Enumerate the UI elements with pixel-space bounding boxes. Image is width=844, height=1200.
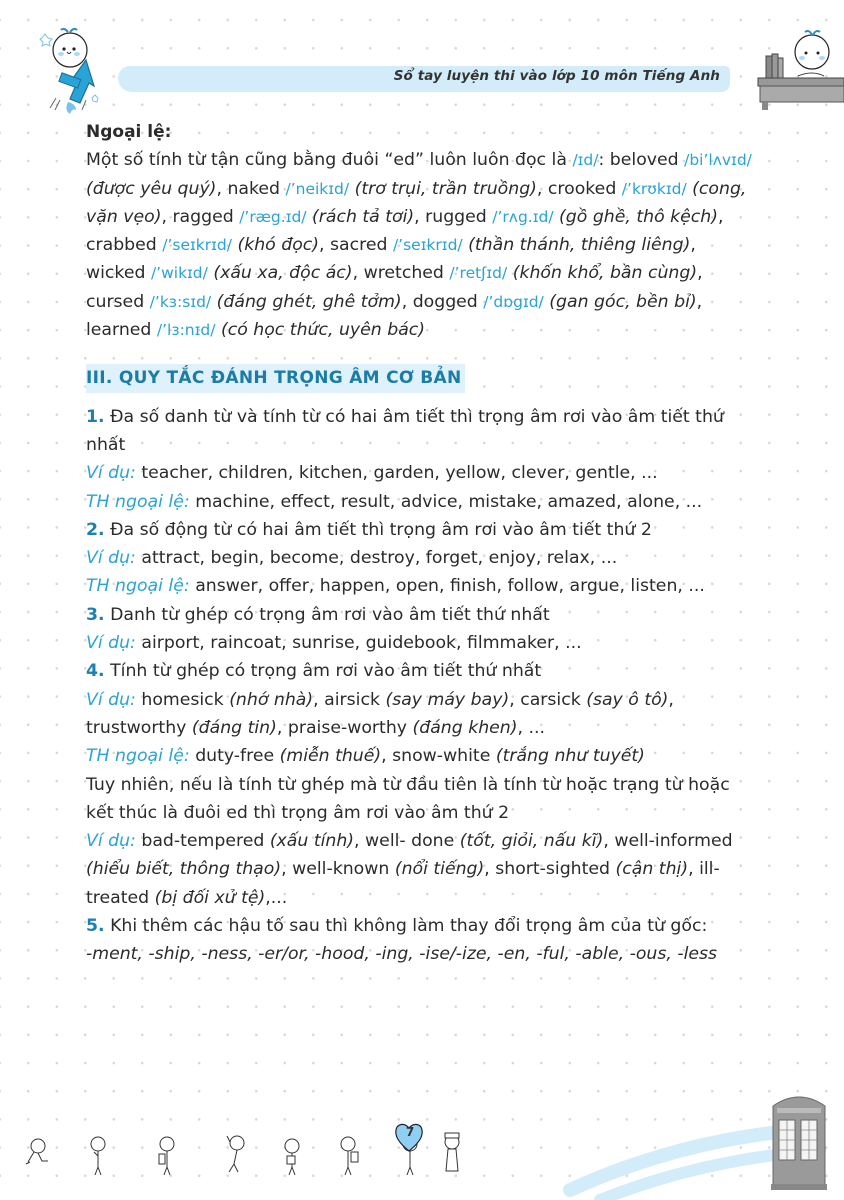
example-label: Ví dụ: xyxy=(86,689,136,710)
meaning: (trắng như tuyết) xyxy=(495,746,645,767)
word: carsick xyxy=(520,689,581,710)
example-tail: ,... xyxy=(265,887,288,908)
page-number: 7 xyxy=(405,1125,415,1139)
word: homesick xyxy=(141,689,224,710)
meaning: (rách tả tơi) xyxy=(312,206,415,227)
word: rugged xyxy=(425,206,487,227)
exception-label: TH ngoại lệ: xyxy=(86,491,190,512)
section-title: III. QUY TẮC ĐÁNH TRỌNG ÂM CƠ BẢN xyxy=(86,364,465,392)
word: short-sighted xyxy=(495,859,611,880)
rule-4-however-example: Ví dụ: bad-tempered (xấu tính), well- done (tốt, giỏi, nấu kĩ), well-informed (hiểu biết, thông thạo), well-known (nổi tiếng), short-sighted (cận thị), ill-treated (bị đối xử tệ),... xyxy=(86,831,733,908)
meaning: (trơ trụi, trần truồng) xyxy=(354,178,537,199)
example-label: Ví dụ: xyxy=(86,548,136,569)
rule-number: 4. xyxy=(86,661,105,682)
example-text: airport, raincoat, sunrise, guidebook, filmmaker, ... xyxy=(141,633,582,654)
word: cursed xyxy=(86,291,145,312)
ipa: /’rʌg.ɪd/ xyxy=(492,207,554,226)
meaning: (hiểu biết, thông thạo) xyxy=(86,859,282,880)
rule-text: Tính từ ghép có trọng âm rơi vào âm tiết thứ nhất xyxy=(110,661,542,682)
exceptions-heading: Ngoại lệ: xyxy=(86,122,172,142)
word: well-informed xyxy=(614,831,733,852)
meaning: (cong, vặn vẹo) xyxy=(86,178,747,227)
rule-3 xyxy=(86,601,756,629)
meaning: (gan góc, bền bỉ) xyxy=(549,291,697,312)
example-label: Ví dụ: xyxy=(86,633,136,654)
rule-5-suffixes: -ment, -ship, -ness, -er/or, -hood, -ing, -ise/-ize, -en, -ful, -able, -ous, -less xyxy=(86,944,718,965)
exceptions-intro-end: : beloved xyxy=(598,150,685,171)
word: trustworthy xyxy=(86,717,187,738)
meaning: (được yêu quý) xyxy=(86,178,217,199)
ipa: /’neikɪd/ xyxy=(285,179,350,198)
meaning: (nhớ nhà) xyxy=(229,689,314,710)
word: snow-white xyxy=(392,746,491,767)
word: wretched xyxy=(363,263,444,284)
page-content xyxy=(86,118,756,969)
rule-4-example: Ví dụ: homesick (nhớ nhà), airsick (say máy bay), carsick (say ô tô), trustworthy (đáng tin), praise-worthy (đáng khen), ... xyxy=(86,689,674,738)
example-text: attract, begin, become, destroy, forget, enjoy, relax, ... xyxy=(141,548,618,569)
exceptions-intro: Một số tính từ tận cũng bằng đuôi “ed” luôn luôn đọc là xyxy=(86,150,573,171)
meaning: (khốn khổ, bần cùng) xyxy=(512,263,698,284)
meaning: (xấu xa, độc ác) xyxy=(213,263,353,284)
exception-label: TH ngoại lệ: xyxy=(86,746,190,767)
meaning: (đáng ghét, ghê tởm) xyxy=(216,291,402,312)
rule-2 xyxy=(86,516,756,544)
ipa: /ɪd/ xyxy=(572,151,599,170)
rule-text: Đa số danh từ và tính từ có hai âm tiết thì trọng âm rơi vào âm tiết thứ nhất xyxy=(86,406,724,455)
ipa: /’seɪkrɪd/ xyxy=(162,236,232,255)
ipa: /’lɜ:nɪd/ xyxy=(156,321,216,340)
word: airsick xyxy=(324,689,380,710)
rule-5 xyxy=(86,912,756,940)
exception-label: TH ngoại lệ: xyxy=(86,576,190,597)
ipa: /’seɪkrɪd/ xyxy=(392,236,463,255)
rule-2-exception xyxy=(86,572,756,600)
rule-text: Khi thêm các hậu tố sau thì không làm thay đổi trọng âm của từ gốc: xyxy=(110,916,708,937)
mascot-rocket-illustration xyxy=(20,20,110,115)
word: naked xyxy=(227,178,280,199)
rule-4-exception: TH ngoại lệ: duty-free (miễn thuế), snow-white (trắng như tuyết) xyxy=(86,746,645,767)
example-label: Ví dụ: xyxy=(86,463,136,484)
meaning: (nổi tiếng) xyxy=(394,859,485,880)
exceptions-paragraph: Một số tính từ tận cũng bằng đuôi “ed” luôn luôn đọc là /ɪd/: beloved /bi’lʌvɪd/ (được yêu quý), naked /’neikɪd/ (trơ trụi, trần truồng), crooked /’krʊkɪd/ (cong, vặn vẹo), ragged /’ræg.ɪd/ (rách tả tơi), rugged /’rʌg.ɪd/ (gồ ghề, thô kệch), crabbed /’seɪkrɪd/ (khó đọc), sacred /’seɪkrɪd/ (thần thánh, thiêng liêng), wicked /’wikɪd/ (xấu xa, độc ác), wretched /’retʃɪd/ (khốn khổ, bần cùng), cursed /’kɜ:sɪd/ (đáng ghét, ghê tởm), dogged /’dɒgɪd/ (gan góc, bền bỉ), learned /’lɜ:nɪd/ (có học thức, uyên bác) xyxy=(86,150,752,341)
example-text: teacher, children, kitchen, garden, yellow, clever, gentle, ... xyxy=(141,463,658,484)
rule-1-exception xyxy=(86,488,756,516)
ipa: /’krʊkɪd/ xyxy=(621,179,687,198)
word: dogged xyxy=(412,291,478,312)
word: duty-free xyxy=(195,746,275,767)
rule-4 xyxy=(86,657,756,685)
word: sacred xyxy=(330,235,388,256)
meaning: (say máy bay) xyxy=(385,689,510,710)
word: well-known xyxy=(292,859,390,880)
rule-2-example xyxy=(86,544,756,572)
ipa: /’dɒgɪd/ xyxy=(483,292,544,311)
book-title: Sổ tay luyện thi vào lớp 10 môn Tiếng Anh xyxy=(393,68,720,84)
rule-3-example xyxy=(86,629,756,657)
ipa: /bi’lʌvɪd/ xyxy=(684,151,752,170)
rule-1-example xyxy=(86,459,756,487)
rule-number: 1. xyxy=(86,406,105,427)
exception-text: answer, offer, happen, open, finish, follow, argue, listen, ... xyxy=(195,576,705,597)
example-label: Ví dụ: xyxy=(86,831,136,852)
meaning: (thần thánh, thiêng liêng) xyxy=(468,235,691,256)
rule-text: Đa số động từ có hai âm tiết thì trọng âm rơi vào âm tiết thứ 2 xyxy=(110,519,652,540)
meaning: (có học thức, uyên bác) xyxy=(220,320,426,341)
meaning: (bị đối xử tệ) xyxy=(154,887,266,908)
word: crabbed xyxy=(86,235,157,256)
meaning: (đáng tin) xyxy=(191,717,277,738)
meaning: (xấu tính) xyxy=(269,831,355,852)
word: learned xyxy=(86,320,152,341)
mascot-reading-illustration xyxy=(752,20,844,110)
rule-number: 2. xyxy=(86,519,105,540)
meaning: (miễn thuế) xyxy=(279,746,382,767)
meaning: (đáng khen) xyxy=(412,717,518,738)
word: ragged xyxy=(172,206,234,227)
ipa: /’wikɪd/ xyxy=(150,264,208,283)
rule-1 xyxy=(86,403,756,460)
phone-booth-illustration xyxy=(767,1090,831,1192)
exception-text: machine, effect, result, advice, mistake, amazed, alone, ... xyxy=(195,491,703,512)
rule-number: 3. xyxy=(86,604,105,625)
example-tail: , ... xyxy=(517,717,545,738)
meaning: (tốt, giỏi, nấu kĩ) xyxy=(459,831,604,852)
ipa: /’retʃɪd/ xyxy=(449,264,508,283)
word: crooked xyxy=(547,178,617,199)
meaning: (say ô tô) xyxy=(586,689,669,710)
meaning: (gồ ghề, thô kệch) xyxy=(559,206,718,227)
rule-number: 5. xyxy=(86,916,105,937)
ipa: /’kɜ:sɪd/ xyxy=(149,292,212,311)
word: wicked xyxy=(86,263,146,284)
ipa: /’ræg.ɪd/ xyxy=(239,207,307,226)
rule-text: Danh từ ghép có trọng âm rơi vào âm tiết thứ nhất xyxy=(110,604,550,625)
word: bad-tempered xyxy=(141,831,265,852)
word: praise-worthy xyxy=(287,717,407,738)
word: well- done xyxy=(365,831,455,852)
word: ill-treated xyxy=(86,859,720,908)
meaning: (khó đọc) xyxy=(237,235,320,256)
meaning: (cận thị) xyxy=(615,859,689,880)
rule-4-however: Tuy nhiên, nếu là tính từ ghép mà từ đầu tiên là tính từ hoặc trạng từ hoặc kết thúc là đuôi ed thì trọng âm rơi vào âm thứ 2 xyxy=(86,774,730,823)
